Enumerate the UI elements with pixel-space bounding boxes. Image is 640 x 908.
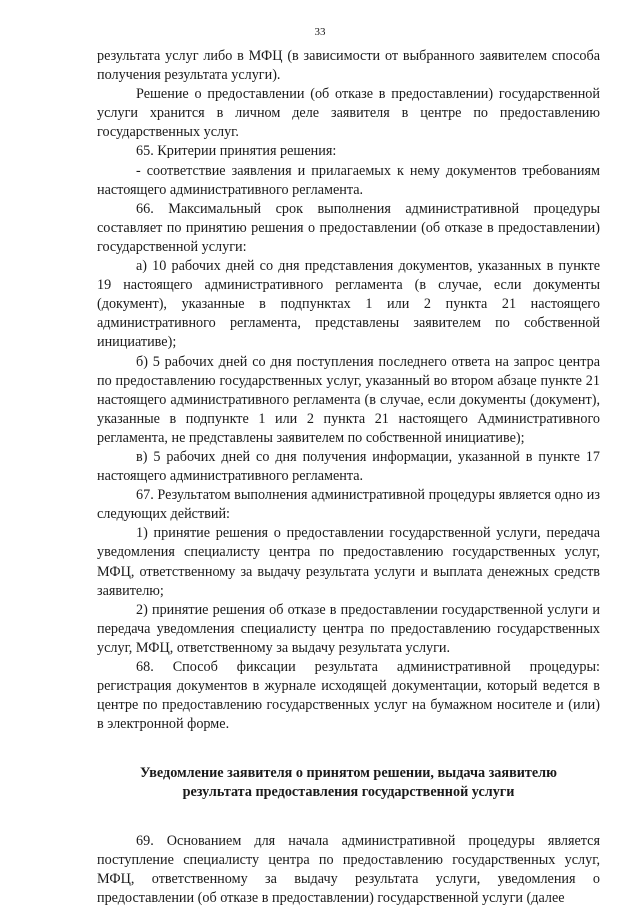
paragraphs-after-heading — [97, 832, 600, 908]
paragraph: 1) принятие решения о предоставлении государственной услуги, передача уведомления специалисту центра по предоставлению государственных услуг, МФЦ, ответственному за выдачу результата услуги и выплата денежных средств заявителю; — [97, 525, 600, 599]
paragraph: Решение о предоставлении (об отказе в предоставлении) государственной услуги хранится в личном деле заявителя в центре по предоставлению государственных услуг. — [97, 86, 600, 141]
paragraph: 65. Критерии принятия решения: — [136, 143, 337, 160]
paragraph: в) 5 рабочих дней со дня получения информации, указанной в пункте 17 настоящего административного регламента. — [97, 448, 600, 485]
paragraph: 68. Способ фиксации результата административной процедуры: регистрация документов в журнале исходящей документации, который ведется в центре по предоставлению государственных услуг на бумажном носителе и (или) в электронной форме. — [97, 659, 600, 733]
paragraph: а) 10 рабочих дней со дня представления документов, указанных в пункте 19 настоящего административного регламента (в случае, если документы (документ), указанные в подпунктах 1 или 2 пункта 21 настоящего административного регламента, представлены заявителем по собственной инициативе); — [97, 258, 600, 351]
paragraph: - соответствие заявления и прилагаемых к нему документов требованиям настоящего административного регламента. — [97, 162, 600, 198]
paragraph: 66. Максимальный срок выполнения административной процедуры составляет по принятию решения о предоставлении (об отказе в предоставлении) государственной услуги: — [97, 200, 600, 255]
paragraph: 2) принятие решения об отказе в предоставлении государственной услуги и передача уведомления специалисту центра по предоставлению государственных услуг, МФЦ, ответственному за выдачу результата услуги. — [97, 601, 600, 656]
paragraphs-before-heading — [97, 47, 600, 734]
page-body — [97, 47, 600, 908]
section-heading-line-2: результата предоставления государственной услуги — [182, 784, 515, 801]
paragraph: результата услуг либо в МФЦ (в зависимости от выбранного заявителем способа получения результата услуги). — [97, 48, 600, 84]
paragraph: 67. Результатом выполнения административной процедуры является одно из следующих действий: — [97, 487, 600, 523]
paragraph: 69. Основанием для начала административной процедуры является поступление специалисту центра по предоставлению государственных услуг, МФЦ, ответственному за выдачу результата услуги, уведомления о предоставлении (об отказе в предоставлении) государственной услуги (далее — [97, 832, 600, 906]
page-number: 33 — [314, 26, 326, 38]
section-heading — [97, 764, 600, 802]
section-heading-line-1: Уведомление заявителя о принятом решении, выдача заявителю — [140, 765, 557, 782]
paragraph: б) 5 рабочих дней со дня поступления последнего ответа на запрос центра по предоставлению государственных услуг, указанный во втором абзаце пункте 21 настоящего административного регламента (в случае, если документы (документ), указанные в подпункте 1 или 2 пункта 21 настоящего Административного регламента, не представлены заявителем по собственной инициативе); — [97, 353, 600, 446]
